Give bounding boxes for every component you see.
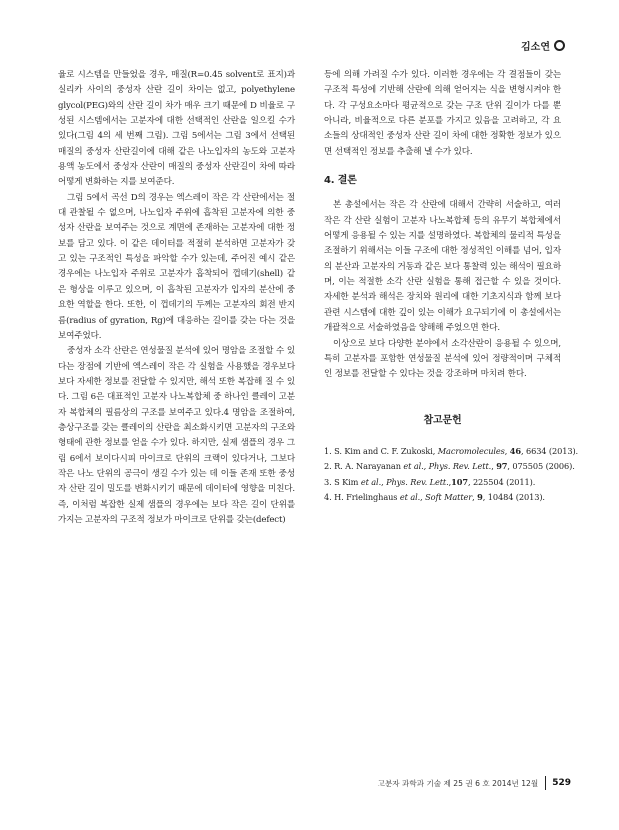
reference-item: 3. S Kim et al., Phys. Rev. Lett.,107, 225504 (2011).	[324, 476, 536, 487]
reference-item: 2. R. A. Narayanan et al., Phys. Rev. Lett., 97, 075505 (2006).	[324, 461, 575, 472]
circle-bullet-icon	[554, 40, 565, 51]
page-footer	[378, 776, 571, 790]
paragraph: 그림 5에서 곡선 D의 경우는 엑스레이 작은 각 산란에서는 절대 관찰될 수 없으며, 나노입자 주위에 흡착된 고분자에 의한 중성자 산란을 보여주는 것으로 계면에 존재하는 고분자에 대한 정보를 담고 있다. 이 같은 데이터를 적절히 분석하면 고분자가 갖고 있는 구조적인 특성을 파악할 수가 있는데, 주어진 예시 같은 경우에는 나노입자 주위로 고분자가 흡착되어 껍데기(shell) 같은 형상을 이루고 있으며, 이 흡착된 고분자가 입자의 분산에 중요한 역할을 한다. 또한, 이 껍데기의 두께는 고분자의 회전 반지름(radius of gyration, Rg)에 대응하는 길이를 갖는 다는 것을 보여주었다.	[58, 192, 295, 341]
paragraph: 본 총설에서는 작은 각 산란에 대해서 간략히 서술하고, 여러 작은 각 산란 실험이 고분자 나노복합체 등의 유무기 복합체에서 어떻게 응용될 수 있는 지를 설명하였다. 복합체의 물리적 특성을 조절하기 위해서는 이들 구조에 대한 정성적인 이해를 넘어, 입자의 분산과 고분자의 거동과 같은 보다 통찰력 있는 해석이 필요하며, 이는 적절한 소각 산란 실험을 통해 접근할 수 있을 것이다. 자세한 분석과 해석은 장치와 원리에 대한 기초지식과 함께 보다 관련 시스템에 대한 깊이 있는 이해가 요구되기에 이 총설에서는 개괄적으로 서술하였음을 양해해 주었으면 한다.	[324, 200, 561, 334]
reference-item: 4. H. Frielinghaus et al., Soft Matter, 9, 10484 (2013).	[324, 492, 545, 503]
paragraph: 율로 시스템을 만들었을 경우, 매질(R=0.45 solvent로 표지)과 실리카 사이의 중성자 산란 길이 차이는 없고, polyethylene glycol(PEG)와의 산란 길이 차가 매우 크기 때문에 D 비율로 구성된 시스템에서는 고분자에 대한 선택적인 산란을 일으킬 수가 있다(그림 4의 세 번째 그림). 그림 5에서는 그림 3에서 선택된 매질의 중성자 산란길이에 대해 같은 나노입자의 농도와 고분자 용액 농도에서 중성자 산란이 매질의 중성자 산란길이 차에 따라 어떻게 변화하는 지를 보여준다.	[58, 70, 295, 188]
reference-item: 1. S. Kim and C. F. Zukoski, Macromolecules, 46, 6634 (2013).	[324, 445, 579, 456]
journal-info: 고분자 과학과 기술 제 25 권 6 호 2014년 12월	[377, 778, 539, 788]
running-header	[521, 38, 565, 53]
right-column	[324, 68, 579, 506]
left-column	[58, 68, 295, 528]
paragraph: 등에 의해 가려질 수가 있다. 이러한 경우에는 각 결점들이 갖는 구조적 특성에 기반해 산란에 의해 얻어지는 식을 변형시켜야 한다. 각 구성요소마다 평균적으로 갖는 구조 단위 길이가 다를 뿐 아니라, 비율적으로 다른 분포를 가지고 있음을 고려하고, 각 요소들의 상대적인 중성자 산란 길이 차에 대한 정확한 정보가 있으면 선택적인 정보를 추출해 낼 수가 있다.	[324, 70, 561, 157]
section-heading: 4. 결론	[324, 175, 357, 187]
author-name: 김소연	[521, 42, 550, 53]
reference-list	[324, 444, 579, 506]
footer-divider	[545, 776, 546, 790]
references-heading: 참고문헌	[423, 414, 462, 426]
paragraph: 중성자 소각 산란은 연성물질 분석에 있어 명암을 조절할 수 있다는 장점에 기반에 엑스레이 작은 각 실험을 사용했을 경우보다 보다 자세한 정보를 전달할 수 있지만, 해석 또한 복잡해 질 수 있다. 그림 6은 대표적인 고분자 나노복합체 중 하나인 클레이 고분자 복합체의 필름상의 구조를 보여주고 있다.4 명암을 조절하여, 층상구조를 갖는 클레이의 산란을 최소화시키면 고분자의 구조와 형태에 관한 정보를 얻을 수가 있다. 하지만, 실제 샘플의 경우 그림 6에서 보이다시피 마이크로 단위의 크랙이 있다거나, 그보다 작은 나노 단위의 공극이 생길 수가 있는 데 이들 존재 또한 중성자 산란 길이 밀도를 변화시키기 때문에 데이터에 영향을 미친다. 즉, 이처럼 복잡한 실제 샘플의 경우에는 보다 작은 길이 단위를 가지는 고분자의 구조적 정보가 마이크로 단위를 갖는(defect)	[58, 346, 295, 525]
page-number: 529	[552, 778, 571, 788]
paragraph: 이상으로 보다 다양한 분야에서 소각산란이 응용될 수 있으며, 특히 고분자를 포함한 연성물질 분석에 있어 정량적이며 구체적인 정보를 전달할 수 있다는 것을 강조하며 마치려 한다.	[324, 338, 561, 380]
